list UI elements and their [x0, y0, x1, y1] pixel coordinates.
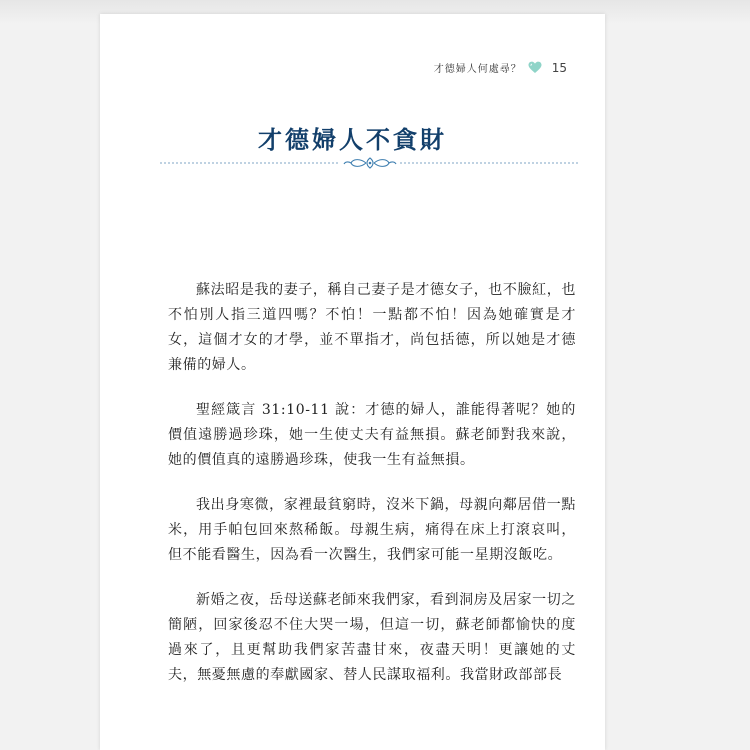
paragraph-2: 聖經箴言 31:10-11 說：才德的婦人，誰能得著呢？她的價值遠勝過珍珠，她一生使丈夫有益無損。蘇老師對我來說，她的價值真的遠勝過珍珠，使我一生有益無損。 [168, 402, 576, 468]
paragraph-3: 我出身寒微，家裡最貧窮時，沒米下鍋，母親向鄰居借一點米，用手帕包回來熬稀飯。母親生病，痛得在床上打滾哀叫，但不能看醫生，因為看一次醫生，我們家可能一星期沒飯吃。 [168, 497, 576, 563]
flourish-ornament-icon [160, 155, 580, 171]
running-head [434, 60, 567, 75]
book-page [100, 14, 605, 750]
page-number: 15 [551, 60, 567, 75]
paragraph-4: 新婚之夜，岳母送蘇老師來我們家，看到洞房及居家一切之簡陋，回家後忍不住大哭一場，但這一切，蘇老師都愉快的度過來了，且更幫助我們家苦盡甘來，夜盡天明！更讓她的丈夫，無憂無慮的奉獻國家、替人民謀取福利。我當財政部部長 [168, 592, 576, 683]
heart-icon [528, 61, 542, 74]
chapter-title: 才德婦人何處尋？ [433, 64, 522, 75]
article-title: 才德婦人不貪財 [258, 125, 447, 154]
body-text [168, 278, 576, 708]
paragraph-1: 蘇法昭是我的妻子，稱自己妻子是才德女子，也不臉紅，也不怕別人指三道四嗎？不怕！一點都不怕！因為她確實是才女，這個才女的才學，並不單指才，尚包括德，所以她是才德兼備的婦人。 [168, 282, 576, 373]
